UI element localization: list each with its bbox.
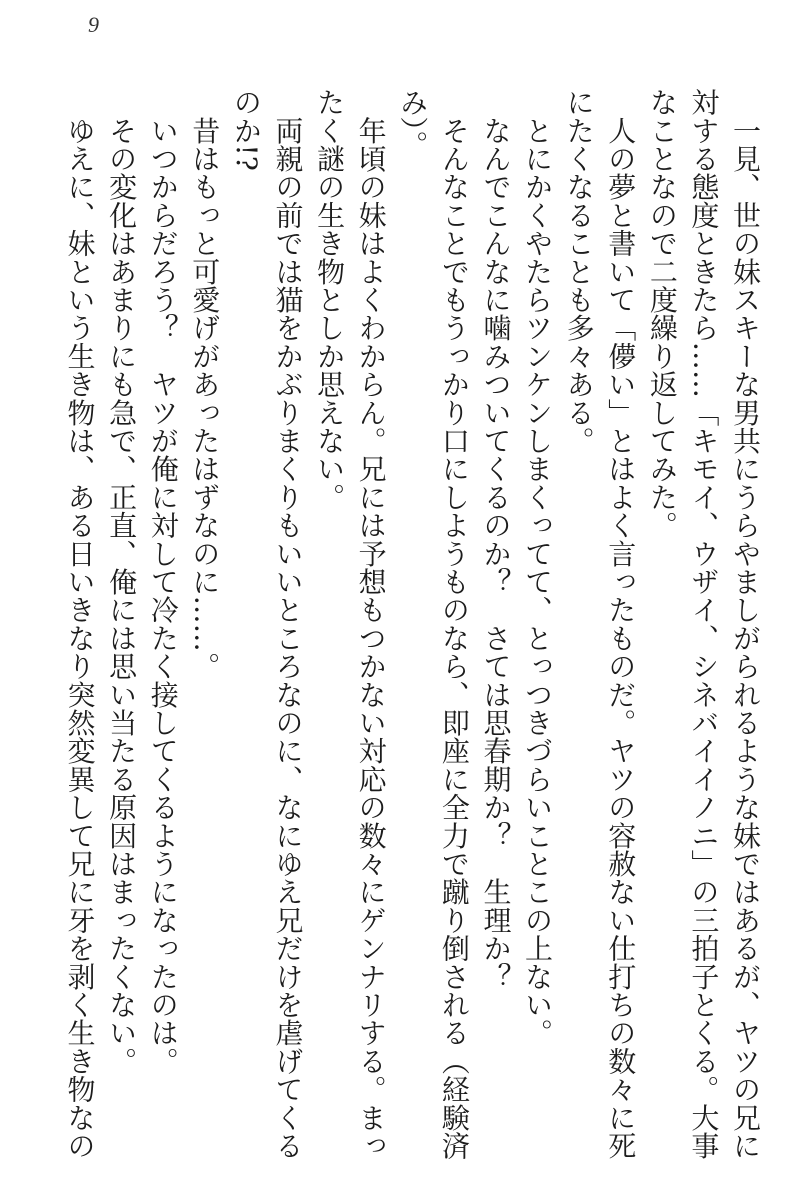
text-column: ゆえに、妹という生き物は、ある日いきなり突然変異して兄に牙を剥く生き物なの [63, 88, 97, 1160]
text-column: 対する態度ときたら……「キモイ、ウザイ、シネバイイノニ」の三拍子とくる。大事 [687, 88, 721, 1160]
text-column: 人の夢と書いて「儚い」とはよく言ったものだ。ヤツの容赦ない仕打ちの数々に死 [604, 88, 638, 1160]
text-column: なことなので二度繰り返してみた。 [645, 88, 679, 540]
text-column: 一見、世の妹スキーな男共にうらやましがられるような妹ではあるが、ヤツの兄に [729, 88, 762, 1160]
text-column: 両親の前では猫をかぶりまくりもいいところなのに、なにゆえ兄だけを虐げてくる [271, 88, 305, 1160]
text-column: たく謎の生き物としか思えない。 [313, 88, 347, 511]
text-column: なんでこんなに噛みついてくるのか？ さては思春期か？ 生理か？ [479, 88, 513, 991]
text-column: そんなことでもうっかり口にしようものなら、即座に全力で蹴り倒される（経験済 [437, 88, 471, 1160]
text-column: いつからだろう？ ヤツが俺に対して冷たく接してくるようになったのは。 [146, 88, 180, 1075]
text-column: み）。 [396, 88, 430, 159]
text-column: とにかくやたらツンケンしまくってて、とっつきづらいことこの上ない。 [521, 88, 555, 1047]
page-number: 9 [88, 12, 99, 37]
text-column: 昔はもっと可愛げがあったはずなのに……。 [188, 88, 222, 681]
text-column: その変化はあまりにも急で、正直、俺には思い当たる原因はまったくない。 [105, 88, 139, 1075]
body-text [59, 88, 766, 1173]
text-column: 年頃の妹はよくわからん。兄には予想もつかない対応の数々にゲンナリする。まっ [354, 88, 388, 1160]
text-column: にたくなることも多々ある。 [562, 88, 596, 455]
text-column: のか!? [229, 88, 263, 172]
